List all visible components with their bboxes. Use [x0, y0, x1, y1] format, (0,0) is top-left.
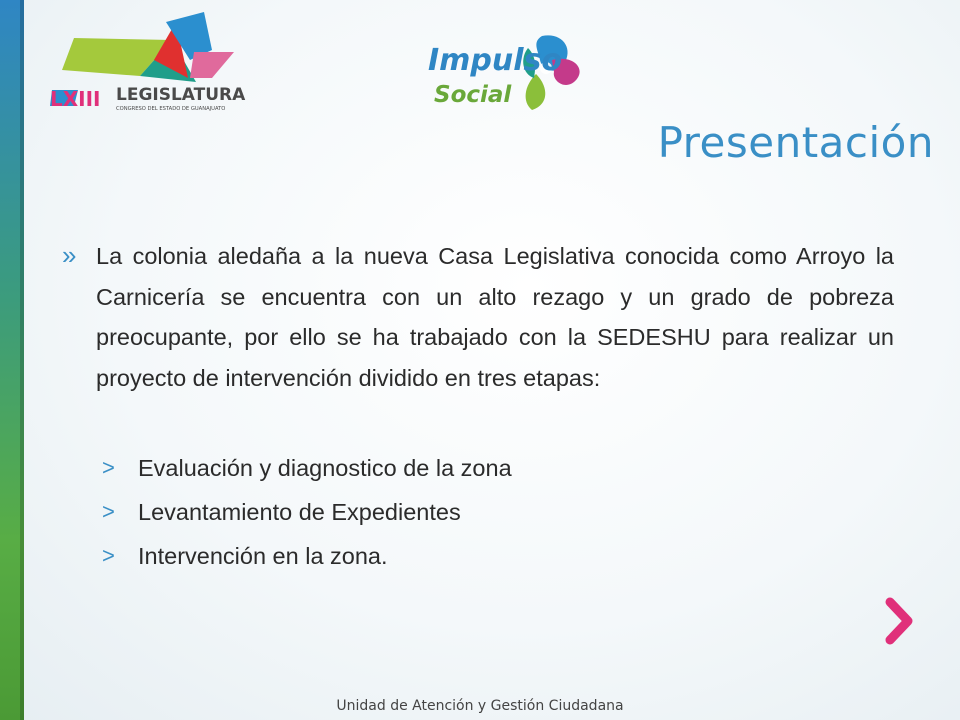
footer-caption: Unidad de Atención y Gestión Ciudadana	[336, 698, 624, 714]
legislatura-subtitle: CONGRESO DEL ESTADO DE GUANAJUATO	[116, 106, 226, 112]
side-accent-bar	[0, 0, 24, 720]
paragraph-bullet: »	[62, 240, 77, 270]
step-label: Evaluación y diagnostico de la zona	[138, 455, 512, 481]
intro-paragraph-block	[58, 236, 894, 398]
step-item	[58, 490, 894, 534]
impulso-wordmark: Impulso	[428, 43, 563, 78]
chevron-right-icon[interactable]	[880, 596, 918, 646]
step-label: Levantamiento de Expedientes	[138, 499, 461, 525]
legislatura-name: LEGISLATURA	[116, 85, 246, 105]
slide-body	[58, 236, 894, 578]
impulso-social-logo	[424, 30, 586, 116]
intro-paragraph: La colonia aledaña a la nueva Casa Legislativa conocida como Arroyo la Carnicería se encuentra con un alto rezago y un grado de pobreza preocupante, por ello se ha trabajado con la SEDESHU para realizar un proyecto de intervención dividido en tres etapas:	[96, 243, 894, 391]
step-bullet: >	[102, 499, 115, 524]
step-bullet: >	[102, 543, 115, 568]
steps-list	[58, 446, 894, 578]
legislatura-badge: LXIII	[50, 87, 101, 111]
step-item	[58, 446, 894, 490]
step-item	[58, 534, 894, 578]
social-wordmark: Social	[434, 82, 512, 108]
slide-title: Presentación	[657, 118, 934, 167]
legislatura-logo	[44, 8, 254, 116]
step-label: Intervención en la zona.	[138, 543, 388, 569]
step-bullet: >	[102, 455, 115, 480]
